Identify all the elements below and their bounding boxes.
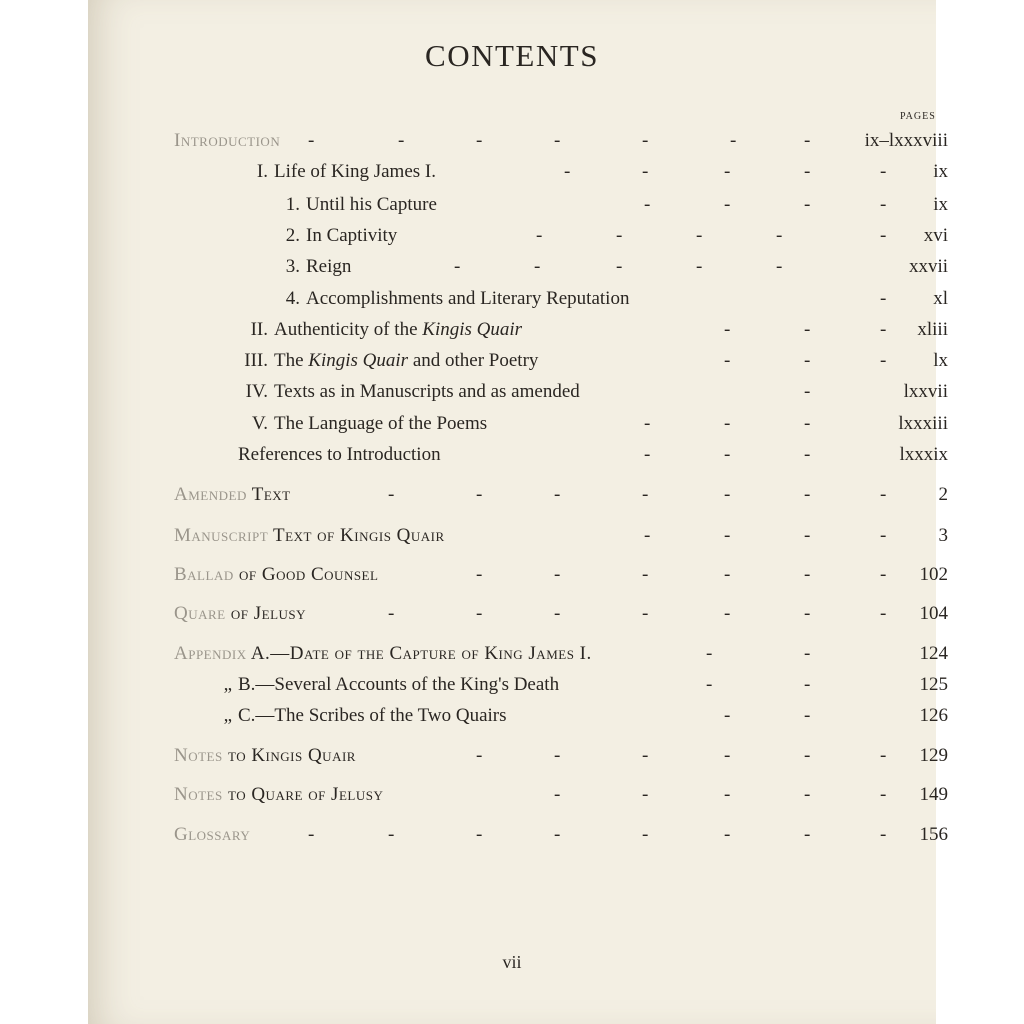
leader-dash: - <box>642 484 649 505</box>
toc-entry <box>88 413 948 443</box>
toc-entry <box>88 130 948 160</box>
toc-entry-text: Amended Text <box>174 484 291 505</box>
toc-entry-page: 129 <box>919 745 948 766</box>
toc-entry-page: 156 <box>919 824 948 845</box>
leader-dash: - <box>724 319 731 340</box>
leader-dash: - <box>724 824 731 845</box>
toc-entry-text: Authenticity of the Kingis Quair <box>274 319 523 340</box>
toc-entry-text: References to Introduction <box>238 444 441 465</box>
toc-entry <box>88 484 948 514</box>
leader-dash: - <box>730 130 737 151</box>
leader-dash: - <box>804 484 811 505</box>
leader-dash: - <box>804 381 811 402</box>
leader-dash: - <box>880 784 887 805</box>
leader-dash: - <box>642 824 649 845</box>
toc-entry-text: Notes to Quare of Jelusy <box>174 784 384 805</box>
leader-dash: - <box>880 161 887 182</box>
leader-dash: - <box>724 603 731 624</box>
leader-dash: - <box>724 525 731 546</box>
leader-dash: - <box>724 444 731 465</box>
toc-entry-page: 102 <box>919 564 948 585</box>
page-number: vii <box>502 952 522 972</box>
leader-dash: - <box>724 194 731 215</box>
leader-dash: - <box>804 745 811 766</box>
toc-entry-text: Introduction <box>174 130 281 151</box>
leader-dash: - <box>880 564 887 585</box>
leader-dash: - <box>724 705 731 726</box>
toc-entry-number: V. <box>251 413 268 434</box>
leader-dash: - <box>804 194 811 215</box>
toc-entry-page: ix–lxxxviii <box>864 130 948 151</box>
toc-entry <box>88 745 948 775</box>
toc-entry-text: Glossary <box>174 824 251 845</box>
toc-entry-text: Notes to Kingis Quair <box>174 745 356 766</box>
leader-dash: - <box>804 564 811 585</box>
leader-dash: - <box>804 674 811 695</box>
leader-dash: - <box>804 413 811 434</box>
toc-entry-number: III. <box>244 350 268 371</box>
leader-dash: - <box>804 130 811 151</box>
leader-dash: - <box>642 130 649 151</box>
toc-entry-text: Accomplishments and Literary Reputation <box>306 288 630 309</box>
leader-dash: - <box>536 225 543 246</box>
toc-entry-page: lx <box>933 350 948 371</box>
leader-dash: - <box>724 350 731 371</box>
leader-dash: - <box>554 564 561 585</box>
leader-dash: - <box>642 745 649 766</box>
leader-dash: - <box>476 824 483 845</box>
leader-dash: - <box>804 603 811 624</box>
leader-dash: - <box>724 745 731 766</box>
toc-entry-text: B.—Several Accounts of the King's Death <box>238 674 560 695</box>
leader-dash: - <box>776 225 783 246</box>
toc-entry-text: In Captivity <box>306 225 398 246</box>
leader-dash: - <box>554 484 561 505</box>
toc-entry-page: xl <box>933 288 948 309</box>
leader-dash: - <box>880 288 887 309</box>
pages-column-header: PAGES <box>900 111 936 122</box>
toc-entry <box>88 319 948 349</box>
leader-dash: - <box>880 824 887 845</box>
leader-dash: - <box>642 784 649 805</box>
leader-dash: - <box>554 784 561 805</box>
leader-dash: - <box>724 413 731 434</box>
toc-entry-number: IV. <box>245 381 268 402</box>
toc-entry-text: Until his Capture <box>306 194 437 215</box>
leader-dash: - <box>724 484 731 505</box>
toc-entry <box>88 603 948 633</box>
leader-dash: - <box>616 256 623 277</box>
leader-dash: - <box>706 643 713 664</box>
toc-entry-page: 2 <box>938 484 948 505</box>
toc-entry-page: 149 <box>919 784 948 805</box>
leader-dash: - <box>554 603 561 624</box>
leader-dash: - <box>476 130 483 151</box>
leader-dash: - <box>554 745 561 766</box>
leader-dash: - <box>724 161 731 182</box>
leader-dash: - <box>804 350 811 371</box>
toc-entry <box>88 444 948 474</box>
toc-entry-number: II. <box>250 319 268 340</box>
leader-dash: - <box>308 824 315 845</box>
leader-dash: - <box>554 824 561 845</box>
toc-entry-page: 104 <box>919 603 948 624</box>
leader-dash: - <box>724 564 731 585</box>
leader-dash: - <box>564 161 571 182</box>
toc-entry-page: lxxvii <box>903 381 948 402</box>
leader-dash: - <box>616 225 623 246</box>
toc-entry-text: Quare of Jelusy <box>174 603 307 624</box>
toc-entry <box>88 525 948 555</box>
leader-dash: - <box>880 225 887 246</box>
leader-dash: - <box>880 194 887 215</box>
toc-entry <box>88 564 948 594</box>
leader-dash: - <box>804 784 811 805</box>
leader-dash: - <box>388 484 395 505</box>
toc-entry-number: 2. <box>285 225 300 246</box>
toc-entry-text: The Language of the Poems <box>274 413 488 434</box>
leader-dash: - <box>880 319 887 340</box>
toc-entry-text: Life of King James I. <box>274 161 436 182</box>
toc-entry-text: Texts as in Manuscripts and as amended <box>274 381 580 402</box>
toc-entry <box>88 643 948 673</box>
toc-entry-text: Ballad of Good Counsel <box>174 564 379 585</box>
book-page <box>88 0 948 1024</box>
leader-dash: - <box>388 603 395 624</box>
toc-entry <box>88 225 948 255</box>
toc-entry <box>88 784 948 814</box>
leader-dash: - <box>804 161 811 182</box>
leader-dash: - <box>880 525 887 546</box>
leader-dash: - <box>642 564 649 585</box>
leader-dash: - <box>804 824 811 845</box>
leader-dash: - <box>476 745 483 766</box>
toc-entry-page: ix <box>933 161 948 182</box>
toc-entry <box>88 161 948 191</box>
toc-entry <box>88 288 948 318</box>
toc-entry-number: „ <box>223 674 232 695</box>
leader-dash: - <box>804 705 811 726</box>
toc-entry-number: 1. <box>285 194 300 215</box>
toc-entry-page: lxxxiii <box>898 413 948 434</box>
leader-dash: - <box>642 603 649 624</box>
toc-entry-page: 3 <box>938 525 948 546</box>
leader-dash: - <box>880 350 887 371</box>
leader-dash: - <box>776 256 783 277</box>
toc-entry-text: Appendix A.—Date of the Capture of King James I. <box>174 643 592 664</box>
toc-entry-number: „ <box>223 705 232 726</box>
toc-entry-page: xliii <box>917 319 948 340</box>
leader-dash: - <box>724 784 731 805</box>
leader-dash: - <box>804 319 811 340</box>
leader-dash: - <box>804 643 811 664</box>
leader-dash: - <box>642 161 649 182</box>
leader-dash: - <box>880 603 887 624</box>
leader-dash: - <box>696 256 703 277</box>
leader-dash: - <box>476 564 483 585</box>
toc-entry-text: C.—The Scribes of the Two Quairs <box>238 705 507 726</box>
toc-entry <box>88 674 948 704</box>
toc-entry-page: xxvii <box>908 256 948 277</box>
toc-entry-number: 3. <box>285 256 300 277</box>
toc-entry-text: The Kingis Quair and other Poetry <box>274 350 539 371</box>
leader-dash: - <box>554 130 561 151</box>
leader-dash: - <box>534 256 541 277</box>
toc-entry-number: I. <box>256 161 268 182</box>
toc-entry-number: 4. <box>285 288 300 309</box>
leader-dash: - <box>880 745 887 766</box>
leader-dash: - <box>804 444 811 465</box>
toc-entry <box>88 705 948 735</box>
leader-dash: - <box>644 194 651 215</box>
leader-dash: - <box>644 413 651 434</box>
leader-dash: - <box>476 484 483 505</box>
toc-entry-page: 126 <box>919 705 948 726</box>
leader-dash: - <box>644 525 651 546</box>
toc-entry-page: ix <box>933 194 948 215</box>
leader-dash: - <box>454 256 461 277</box>
leader-dash: - <box>476 603 483 624</box>
leader-dash: - <box>880 484 887 505</box>
toc-entry <box>88 256 948 286</box>
leader-dash: - <box>644 444 651 465</box>
leader-dash: - <box>308 130 315 151</box>
toc-entry <box>88 350 948 380</box>
leader-dash: - <box>696 225 703 246</box>
leader-dash: - <box>804 525 811 546</box>
toc-entry-text: Reign <box>306 256 352 277</box>
toc-entry-page: 125 <box>919 674 948 695</box>
toc-entry-page: 124 <box>919 643 948 664</box>
toc-entry <box>88 381 948 411</box>
toc-entry <box>88 824 948 854</box>
leader-dash: - <box>398 130 405 151</box>
toc-entry <box>88 194 948 224</box>
toc-entry-page: lxxxix <box>899 444 948 465</box>
toc-entry-page: xvi <box>923 225 948 246</box>
leader-dash: - <box>706 674 713 695</box>
page-title: CONTENTS <box>425 38 599 73</box>
leader-dash: - <box>388 824 395 845</box>
toc-entry-text: Manuscript Text of Kingis Quair <box>174 525 445 546</box>
